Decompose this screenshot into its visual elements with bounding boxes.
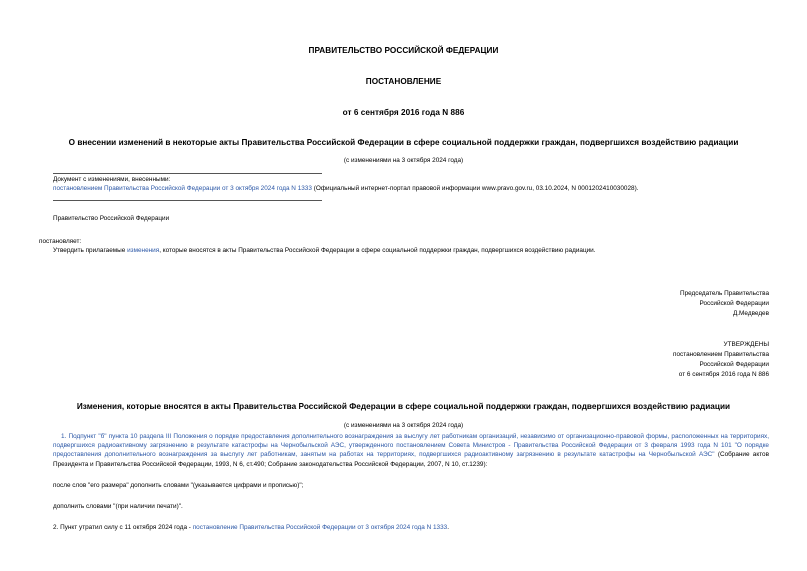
- changes-revision-note: (с изменениями на 3 октября 2024 года): [343, 422, 464, 429]
- item-2-link[interactable]: постановление Правительства Российской Федерации от 3 октября 2024 года N 1333: [192, 524, 448, 531]
- decrees-word: постановляет:: [39, 238, 82, 245]
- signature-name: Д.Медведев: [732, 310, 769, 317]
- amendment-link[interactable]: постановлением Правительства Российской Федерации от 3 октября 2024 года N 1333: [53, 185, 312, 192]
- issuer: Правительство Российской Федерации: [53, 215, 170, 222]
- signature-title: Председатель Правительства: [680, 290, 769, 297]
- after-words-paragraph: после слов "его размера" дополнить словами "(указывается цифрами и прописью)";: [53, 482, 304, 489]
- approved-date: от 6 сентября 2016 года N 886: [678, 371, 769, 378]
- document-title: О внесении изменений в некоторые акты Правительства Российской Федерации в сфере социальной поддержки граждан, подвергшихся воздействию радиации: [68, 138, 739, 147]
- top-divider: [53, 173, 322, 174]
- changes-link[interactable]: изменения: [127, 247, 160, 254]
- item-2-paragraph: 2. Пункт утратил силу с 11 октября 2024 года - постановление Правительства Российской Федерации от 3 октября 2024 года N 1333.: [53, 524, 449, 531]
- approve-paragraph: Утвердить прилагаемые изменения, которые вносятся в акты Правительства Российской Федерации в сфере социальной поддержки граждан, подвергшихся воздействию радиации.: [53, 247, 596, 254]
- amendment-source: (Официальный интернет-портал правовой информации www.pravo.gov.ru, 03.10.2024, N 0001202410030028).: [311, 185, 639, 192]
- government-heading: ПРАВИТЕЛЬСТВО РОССИЙСКОЙ ФЕДЕРАЦИИ: [308, 46, 499, 55]
- approved-label: УТВЕРЖДЕНЫ: [723, 341, 769, 348]
- bottom-divider: [53, 200, 322, 201]
- item-1-link[interactable]: 1. Подпункт "б" пункта 10 раздела III Положения о порядке предоставления дополнительного вознаграждения за выслугу лет работникам организаций, независимо от организационно-правовой формы, расположенных на территориях, подвергшихся радиоактивному загрязнению в результате катастрофы на Чернобыльской АЭС, утвержденного постановлением Совета Министров - Правительства Российской Федерации от 3 февраля 1993 года N 101 "О порядке предоставления дополнительного вознаграждения за выслугу лет работникам, занятым на работах на территориях, подвергшихся радиоактивному загрязнению в результате катастрофы на Чернобыльской АЭС": [53, 433, 769, 459]
- changes-reference: [53, 185, 639, 194]
- signature-org: Российской Федерации: [699, 300, 769, 307]
- approved-org: Российской Федерации: [699, 361, 769, 368]
- add-words-paragraph: дополнить словами "(при наличии печати)".: [53, 503, 183, 510]
- revision-note: (с изменениями на 3 октября 2024 года): [343, 157, 464, 164]
- item-1-paragraph: [53, 432, 769, 469]
- changes-label: Документ с изменениями, внесенными:: [53, 176, 171, 183]
- doc-type-heading: ПОСТАНОВЛЕНИЕ: [365, 77, 442, 86]
- date-number-heading: от 6 сентября 2016 года N 886: [342, 108, 465, 117]
- item-1-source: (Собрание актов Президента и Правительства Российской Федерации, 1993, N 6, ст.490; Собрание законодательства Российской Федерации, 2007, N 10, ст.1239):: [53, 451, 770, 468]
- approved-by: постановлением Правительства: [673, 351, 769, 358]
- changes-title: Изменения, которые вносятся в акты Правительства Российской Федерации в сфере социальной поддержки граждан, подвергшихся воздействию радиации: [76, 402, 731, 411]
